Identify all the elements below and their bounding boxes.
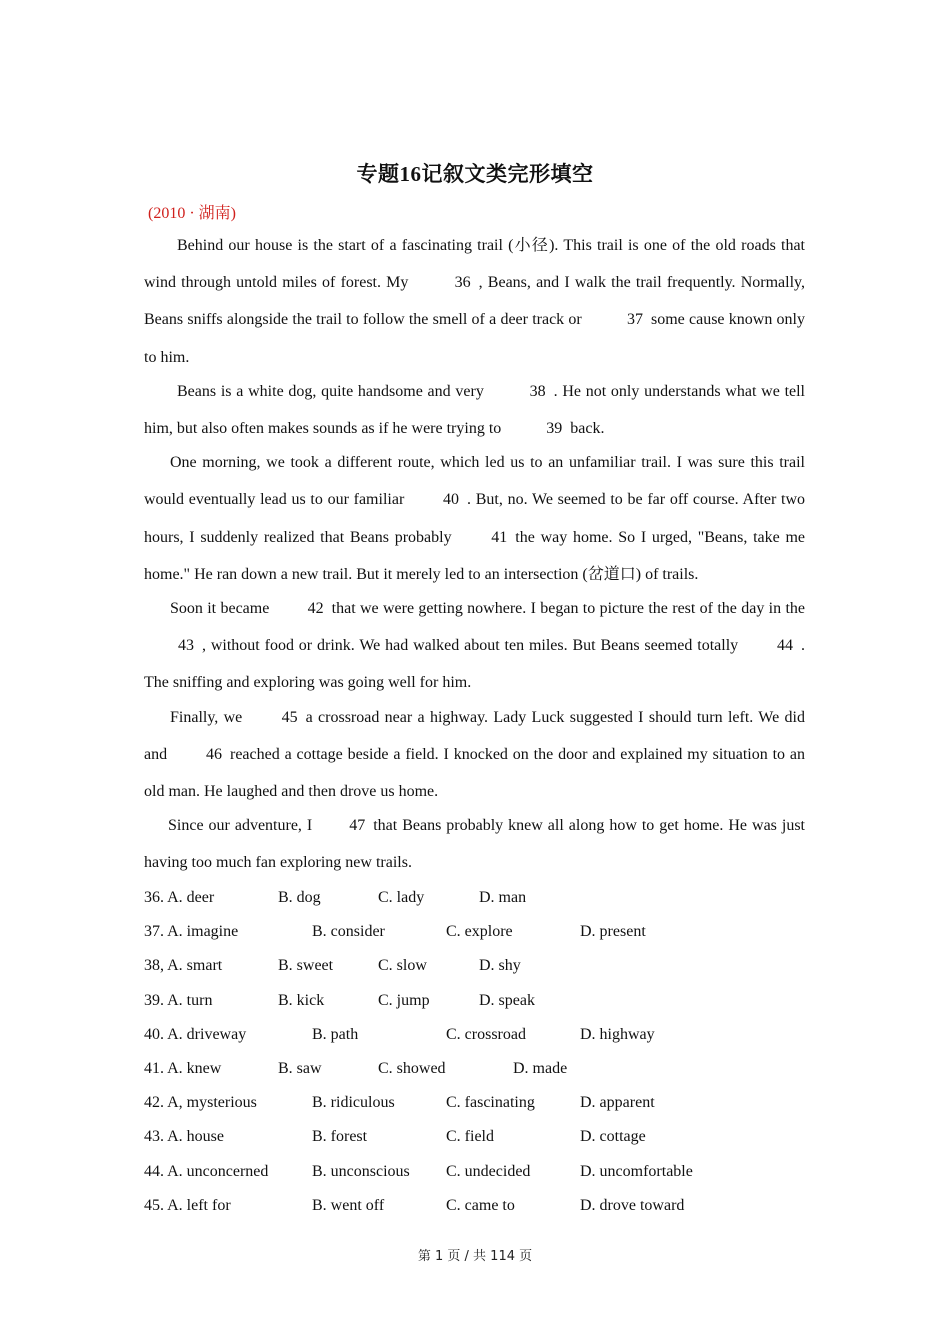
paragraph-text: , Beans, and I walk the trail frequently. Normally, Beans sniffs alongside the trail to follow the smell of a deer track or: [144, 274, 806, 329]
option-c: C. crossroad: [446, 1025, 526, 1043]
option-d: D. man: [479, 889, 527, 906]
option-a: 36. A. deer: [144, 889, 215, 906]
paragraph-text: some cause known only to him.: [144, 311, 805, 366]
option-b: B. consider: [312, 923, 385, 941]
option-row: [144, 1189, 805, 1223]
option-row: [144, 1086, 805, 1120]
blank-number: 37: [626, 311, 643, 329]
source-label: (2010 · 湖南): [148, 205, 236, 222]
option-row: [144, 1155, 805, 1189]
option-row: [144, 1120, 805, 1154]
option-row: [144, 949, 805, 983]
option-a: 39. A. turn: [144, 991, 213, 1009]
option-c: C. slow: [378, 957, 427, 975]
paragraph-text: . But, no. We seemed to be far off course. After two hours, I suddenly realized that Beans probably: [144, 491, 805, 546]
option-a: 45. A. left for: [144, 1196, 231, 1214]
paragraph-text: , without food or drink. We had walked about ten miles. But Beans seemed totally: [202, 637, 743, 655]
blank-number: 42: [307, 600, 324, 618]
option-b: B. sweet: [278, 957, 334, 975]
blank-number: 43: [178, 637, 194, 655]
option-d: D. uncomfortable: [580, 1162, 693, 1180]
option-b: B. forest: [312, 1128, 368, 1146]
option-a: 44. A. unconcerned: [144, 1162, 269, 1180]
paragraph-text: reached a cottage beside a field. I knocked on the door and explained my situation to an old man. He laughed and then drove us home.: [144, 745, 805, 801]
blank-number: 39: [546, 420, 563, 438]
answer-options: [144, 881, 805, 1223]
option-b: B. ridiculous: [312, 1094, 395, 1112]
option-b: B. kick: [278, 991, 325, 1009]
option-d: D. cottage: [580, 1128, 646, 1146]
blank-number: 45: [281, 708, 298, 726]
option-c: C. jump: [378, 991, 430, 1009]
paragraph-text: . The sniffing and exploring was going well for him.: [144, 637, 805, 692]
option-row: [144, 1052, 805, 1086]
option-row: [144, 915, 805, 949]
option-a: 40. A. driveway: [144, 1025, 247, 1043]
option-d: D. made: [513, 1059, 568, 1077]
paragraph: [144, 807, 805, 881]
option-b: B. dog: [278, 889, 321, 906]
option-c: C. came to: [446, 1196, 515, 1214]
option-b: B. went off: [312, 1196, 385, 1214]
blank-number: 44: [777, 637, 793, 655]
paragraph-text: Behind our house is the start of a fascinating trail (小径). This trail is one of the old roads that wind through untold miles of forest. My: [144, 237, 805, 292]
option-c: C. lady: [378, 889, 425, 906]
option-row: [144, 984, 805, 1018]
option-c: C. fascinating: [446, 1094, 535, 1112]
option-d: D. speak: [479, 991, 535, 1009]
paragraph-text: back.: [570, 420, 605, 438]
page-footer: 第 1 页 / 共 114 页: [417, 1249, 533, 1264]
option-c: C. showed: [378, 1059, 446, 1077]
page-title: 专题16记叙文类完形填空: [356, 162, 594, 186]
option-a: 37. A. imagine: [144, 923, 239, 941]
option-b: B. path: [312, 1025, 359, 1043]
paragraph-text: Soon it became: [170, 600, 274, 618]
blank-number: 47: [349, 817, 366, 835]
paragraph-text: the way home. So I urged, "Beans, take me home." He ran down a new trail. But it merely led to an intersection (岔道口) of trails.: [144, 528, 806, 583]
option-d: D. highway: [580, 1025, 655, 1043]
paragraph-text: Finally, we: [170, 708, 248, 726]
option-d: D. apparent: [580, 1094, 655, 1112]
option-b: B. saw: [278, 1059, 322, 1077]
paragraph-text: a crossroad near a highway. Lady Luck suggested I should turn left. We did and: [144, 708, 805, 763]
option-d: D. drove toward: [580, 1196, 685, 1214]
blank-number: 41: [491, 528, 508, 546]
paragraph: [144, 373, 805, 447]
option-a: 42. A, mysterious: [144, 1094, 257, 1112]
paragraph-text: that we were getting nowhere. I began to picture the rest of the day in the: [331, 600, 805, 618]
paragraph-text: that Beans probably knew all along how to get home. He was just having too much fan exploring new trails.: [144, 817, 805, 872]
blank-number: 46: [205, 745, 222, 763]
blank-number: 40: [443, 491, 459, 509]
option-d: D. present: [580, 923, 646, 941]
paragraph-text: . He not only understands what we tell him, but also often makes sounds as if he were trying to: [144, 382, 805, 438]
option-row: [144, 1018, 805, 1052]
passage: [144, 227, 805, 879]
option-c: C. undecided: [446, 1162, 531, 1180]
option-row: [144, 881, 805, 915]
paragraph-text: Since our adventure, I: [168, 817, 318, 835]
paragraph-text: One morning, we took a different route, which led us to an unfamiliar trail. I was sure this trail would eventually lead us to our familiar: [144, 454, 805, 509]
option-d: D. shy: [479, 957, 521, 975]
blank-number: 36: [454, 274, 471, 292]
blank-number: 38: [529, 382, 546, 400]
option-c: C. field: [446, 1128, 494, 1146]
paragraph: [144, 444, 805, 593]
paragraph: [144, 699, 805, 811]
option-a: 41. A. knew: [144, 1059, 222, 1077]
option-a: 43. A. house: [144, 1128, 224, 1146]
option-b: B. unconscious: [312, 1162, 410, 1180]
paragraph: [144, 590, 805, 702]
option-c: C. explore: [446, 923, 513, 941]
paragraph-text: Beans is a white dog, quite handsome and very: [177, 382, 489, 400]
paragraph: [144, 227, 805, 376]
option-a: 38, A. smart: [144, 957, 223, 975]
